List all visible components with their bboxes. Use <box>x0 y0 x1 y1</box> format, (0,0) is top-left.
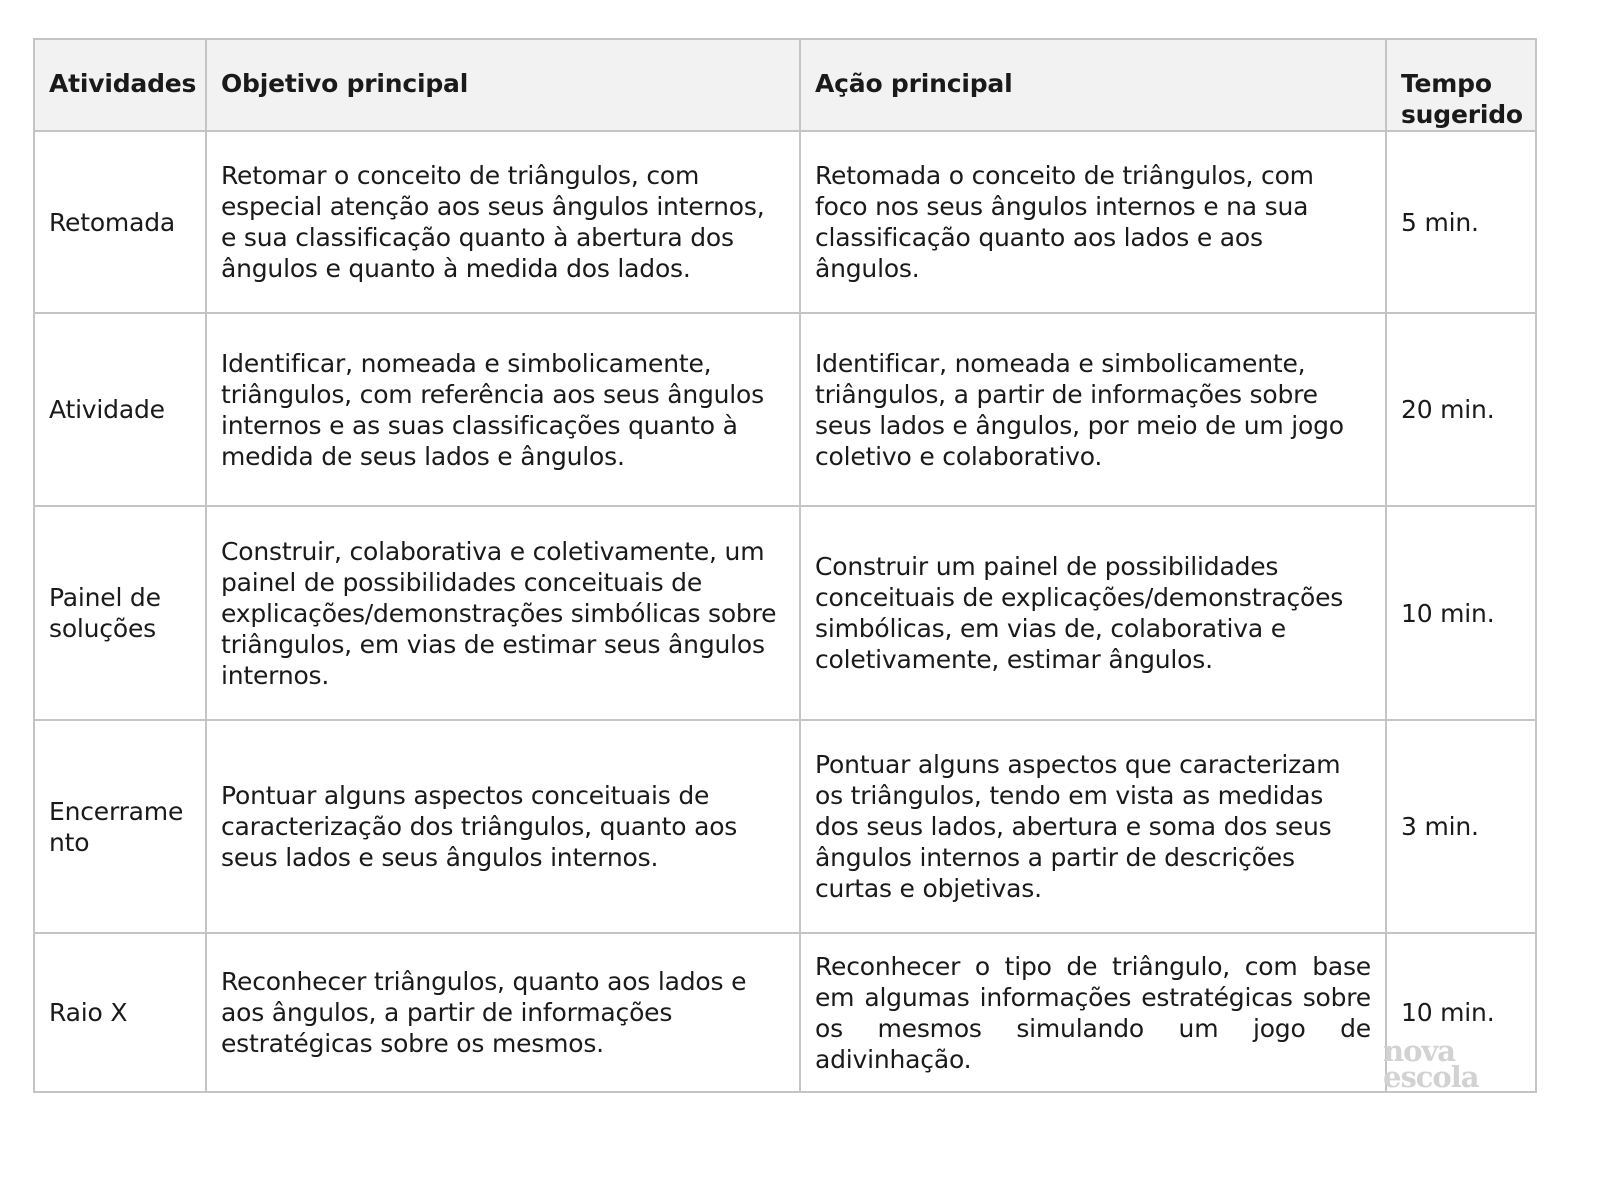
cell-tempo: 5 min. <box>1386 131 1536 313</box>
cell-acao: Retomada o conceito de triângulos, com foco nos seus ângulos internos e na sua classificação quanto aos lados e aos ângulos. <box>800 131 1386 313</box>
cell-tempo: 20 min. <box>1386 313 1536 506</box>
cell-acao: Pontuar alguns aspectos que caracterizam os triângulos, tendo em vista as medidas dos seus lados, abertura e soma dos seus ângulos internos a partir de descrições curtas e objetivas. <box>800 720 1386 933</box>
table-row <box>34 313 1536 506</box>
header-tempo: Tempo sugerido <box>1386 39 1536 131</box>
lesson-plan-table <box>33 38 1537 1093</box>
cell-objetivo: Retomar o conceito de triângulos, com especial atenção aos seus ângulos internos, e sua classificação quanto à abertura dos ângulos e quanto à medida dos lados. <box>206 131 800 313</box>
cell-atividade: Raio X <box>34 933 206 1092</box>
cell-objetivo: Identificar, nomeada e simbolicamente, triângulos, com referência aos seus ângulos internos e as suas classificações quanto à medida de seus lados e ângulos. <box>206 313 800 506</box>
cell-tempo: 3 min. <box>1386 720 1536 933</box>
cell-atividade: Retomada <box>34 131 206 313</box>
cell-atividade: Encerramento <box>34 720 206 933</box>
table-row <box>34 933 1536 1092</box>
logo-line-1: nova <box>1383 1034 1456 1068</box>
table-row <box>34 720 1536 933</box>
cell-objetivo: Pontuar alguns aspectos conceituais de caracterização dos triângulos, quanto aos seus lados e seus ângulos internos. <box>206 720 800 933</box>
lesson-plan-table-container <box>33 38 1535 1093</box>
cell-objetivo: Reconhecer triângulos, quanto aos lados e aos ângulos, a partir de informações estratégicas sobre os mesmos. <box>206 933 800 1092</box>
cell-objetivo: Construir, colaborativa e coletivamente, um painel de possibilidades conceituais de explicações/demonstrações simbólicas sobre triângulos, em vias de estimar seus ângulos internos. <box>206 506 800 720</box>
table-row <box>34 506 1536 720</box>
cell-atividade: Painel de soluções <box>34 506 206 720</box>
cell-tempo: 10 min. <box>1386 506 1536 720</box>
header-objetivo: Objetivo principal <box>206 39 800 131</box>
cell-acao: Reconhecer o tipo de triângulo, com base em algumas informações estratégicas sobre os mesmos simulando um jogo de adivinhação. <box>800 933 1386 1092</box>
header-atividades: Atividades <box>34 39 206 131</box>
table-header-row <box>34 39 1536 131</box>
nova-escola-logo <box>1383 1034 1503 1094</box>
cell-atividade: Atividade <box>34 313 206 506</box>
cell-acao: Construir um painel de possibilidades conceituais de explicações/demonstrações simbólicas, em vias de, colaborativa e coletivamente, estimar ângulos. <box>800 506 1386 720</box>
logo-line-2: escola <box>1383 1060 1479 1094</box>
cell-acao: Identificar, nomeada e simbolicamente, triângulos, a partir de informações sobre seus lados e ângulos, por meio de um jogo coletivo e colaborativo. <box>800 313 1386 506</box>
cell-tempo: 10 min. <box>1386 933 1536 1092</box>
header-acao: Ação principal <box>800 39 1386 131</box>
table-row <box>34 131 1536 313</box>
